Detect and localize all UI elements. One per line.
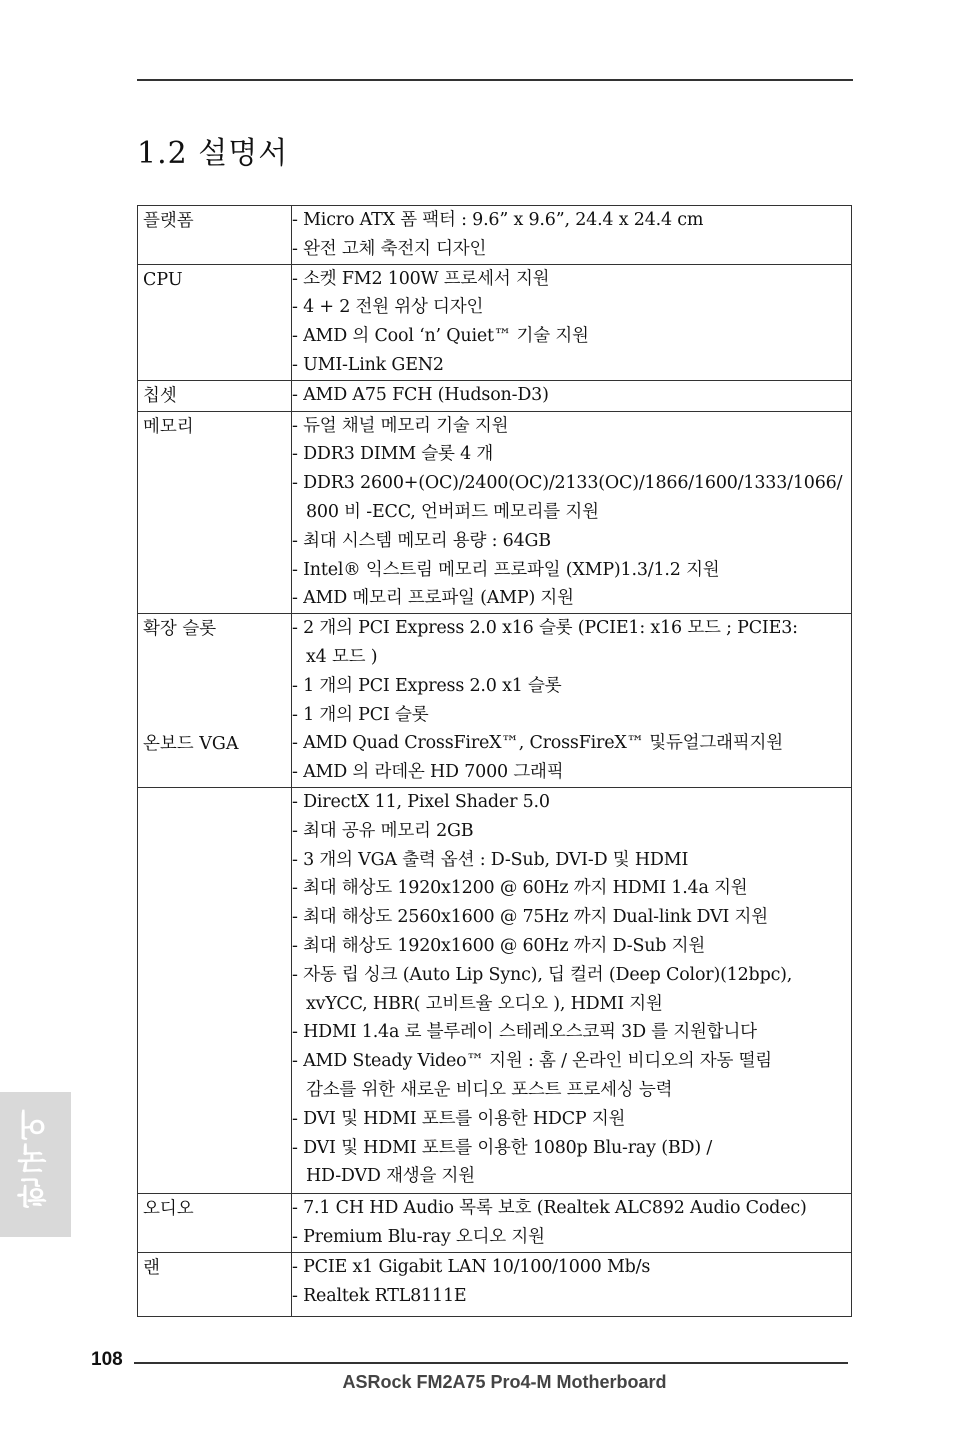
spec-label: 메모리 [138, 411, 292, 614]
spec-row-expansion-slots [138, 614, 852, 788]
spec-item: - DirectX 11, Pixel Shader 5.0 [292, 791, 550, 812]
spec-item: - DVI 및 HDMI 포트를 이용한 1080p Blu-ray (BD) / HD-DVD 재생을 지원 [292, 1137, 713, 1187]
spec-table [137, 205, 852, 1317]
spec-label [138, 787, 292, 1193]
spec-label: 확장 슬롯 [143, 619, 217, 640]
spec-item: - PCIE x1 Gigabit LAN 10/100/1000 Mb/s [292, 1256, 651, 1277]
spec-item: - 2 개의 PCI Express 2.0 x16 슬롯 (PCIE1: x16 모드 ; PCIE3: x4 모드 ) [292, 618, 798, 667]
spec-item: - 4 + 2 전원 위상 디자인 [292, 297, 484, 318]
spec-label: CPU [138, 264, 292, 380]
spec-item: - Premium Blu-ray 오디오 지원 [292, 1226, 545, 1247]
spec-item: - Micro ATX 폼 팩터 : 9.6” x 9.6”, 24.4 x 24.4 cm [292, 210, 704, 230]
spec-label: 플랫폼 [138, 206, 292, 265]
spec-item: - Intel® 익스트림 메모리 프로파일 (XMP)1.3/1.2 지원 [292, 559, 720, 580]
spec-item: - DVI 및 HDMI 포트를 이용한 HDCP 지원 [292, 1108, 626, 1129]
section-title: 1.2 설명서 [137, 136, 289, 171]
spec-item: - 3 개의 VGA 출력 옵션 : D-Sub, DVI-D 및 HDMI [292, 849, 689, 870]
spec-item: - 1 개의 PCI 슬롯 [292, 704, 429, 725]
spec-item: - AMD 의 Cool ‘n’ Quiet™ 기술 지원 [292, 326, 589, 347]
spec-row-chipset [138, 380, 852, 411]
footer-rule [134, 1362, 848, 1364]
spec-item: - 최대 해상도 1920x1600 @ 60Hz 까지 D-Sub 지원 [292, 935, 706, 956]
spec-item: - 최대 공유 메모리 2GB [292, 820, 474, 841]
spec-item: - 1 개의 PCI Express 2.0 x1 슬롯 [292, 675, 562, 696]
spec-row-memory [138, 411, 852, 614]
spec-item: - DDR3 2600+(OC)/2400(OC)/2133(OC)/1866/1600/1333/1066/ 800 비 -ECC, 언버퍼드 메모리를 지원 [292, 473, 843, 522]
spec-label: 칩셋 [138, 380, 292, 411]
spec-sublabel-onboard-vga: 온보드 VGA [143, 733, 239, 754]
spec-item: - 소켓 FM2 100W 프로세서 지원 [292, 268, 550, 289]
footer-product-name: ASRock FM2A75 Pro4-M Motherboard [342, 1372, 667, 1392]
spec-item: - AMD A75 FCH (Hudson-D3) [292, 384, 549, 405]
language-tab-label: 한국어 [18, 1106, 53, 1208]
spec-item: - 자동 립 싱크 (Auto Lip Sync), 딥 컬러 (Deep Color)(12bpc), xvYCC, HBR( 고비트율 오디오 ), HDMI 지원 [292, 964, 793, 1014]
spec-item: - 완전 고체 축전지 디자인 [292, 238, 487, 259]
spec-item: - HDMI 1.4a 로 블루레이 스테레오스코픽 3D 를 지원합니다 [292, 1022, 757, 1043]
spec-item: - DDR3 DIMM 슬롯 4 개 [292, 444, 494, 465]
spec-row-audio [138, 1193, 852, 1252]
spec-label: 랜 [138, 1252, 292, 1316]
spec-row-cpu [138, 264, 852, 380]
spec-row-vga-features [138, 787, 852, 1193]
header-rule [137, 79, 853, 81]
spec-item: - 7.1 CH HD Audio 목록 보호 (Realtek ALC892 Audio Codec) [292, 1197, 807, 1218]
spec-item: - UMI-Link GEN2 [292, 354, 444, 375]
spec-label: 오디오 [138, 1193, 292, 1252]
spec-item: - 최대 해상도 2560x1600 @ 75Hz 까지 Dual-link DVI 지원 [292, 907, 768, 928]
language-side-tab [0, 1092, 71, 1237]
spec-item: - AMD Steady Video™ 지원 : 홈 / 온라인 비디오의 자동 떨림 감소를 위한 새로운 비디오 포스트 프로세싱 능력 [292, 1051, 772, 1100]
spec-item: - Realtek RTL8111E [292, 1285, 467, 1306]
spec-item: - 최대 해상도 1920x1200 @ 60Hz 까지 HDMI 1.4a 지원 [292, 878, 748, 899]
spec-item: - AMD Quad CrossFireX™, CrossFireX™ 및듀얼그래픽지원 [292, 733, 783, 754]
spec-item: - 최대 시스템 메모리 용량 : 64GB [292, 530, 551, 551]
spec-item: - AMD 의 라데온 HD 7000 그래픽 [292, 762, 564, 783]
spec-item: - 듀얼 채널 메모리 기술 지원 [292, 415, 509, 436]
spec-row-platform [138, 206, 852, 265]
spec-item: - AMD 메모리 프로파일 (AMP) 지원 [292, 588, 574, 609]
page-number: 108 [91, 1349, 123, 1370]
spec-row-lan [138, 1252, 852, 1316]
